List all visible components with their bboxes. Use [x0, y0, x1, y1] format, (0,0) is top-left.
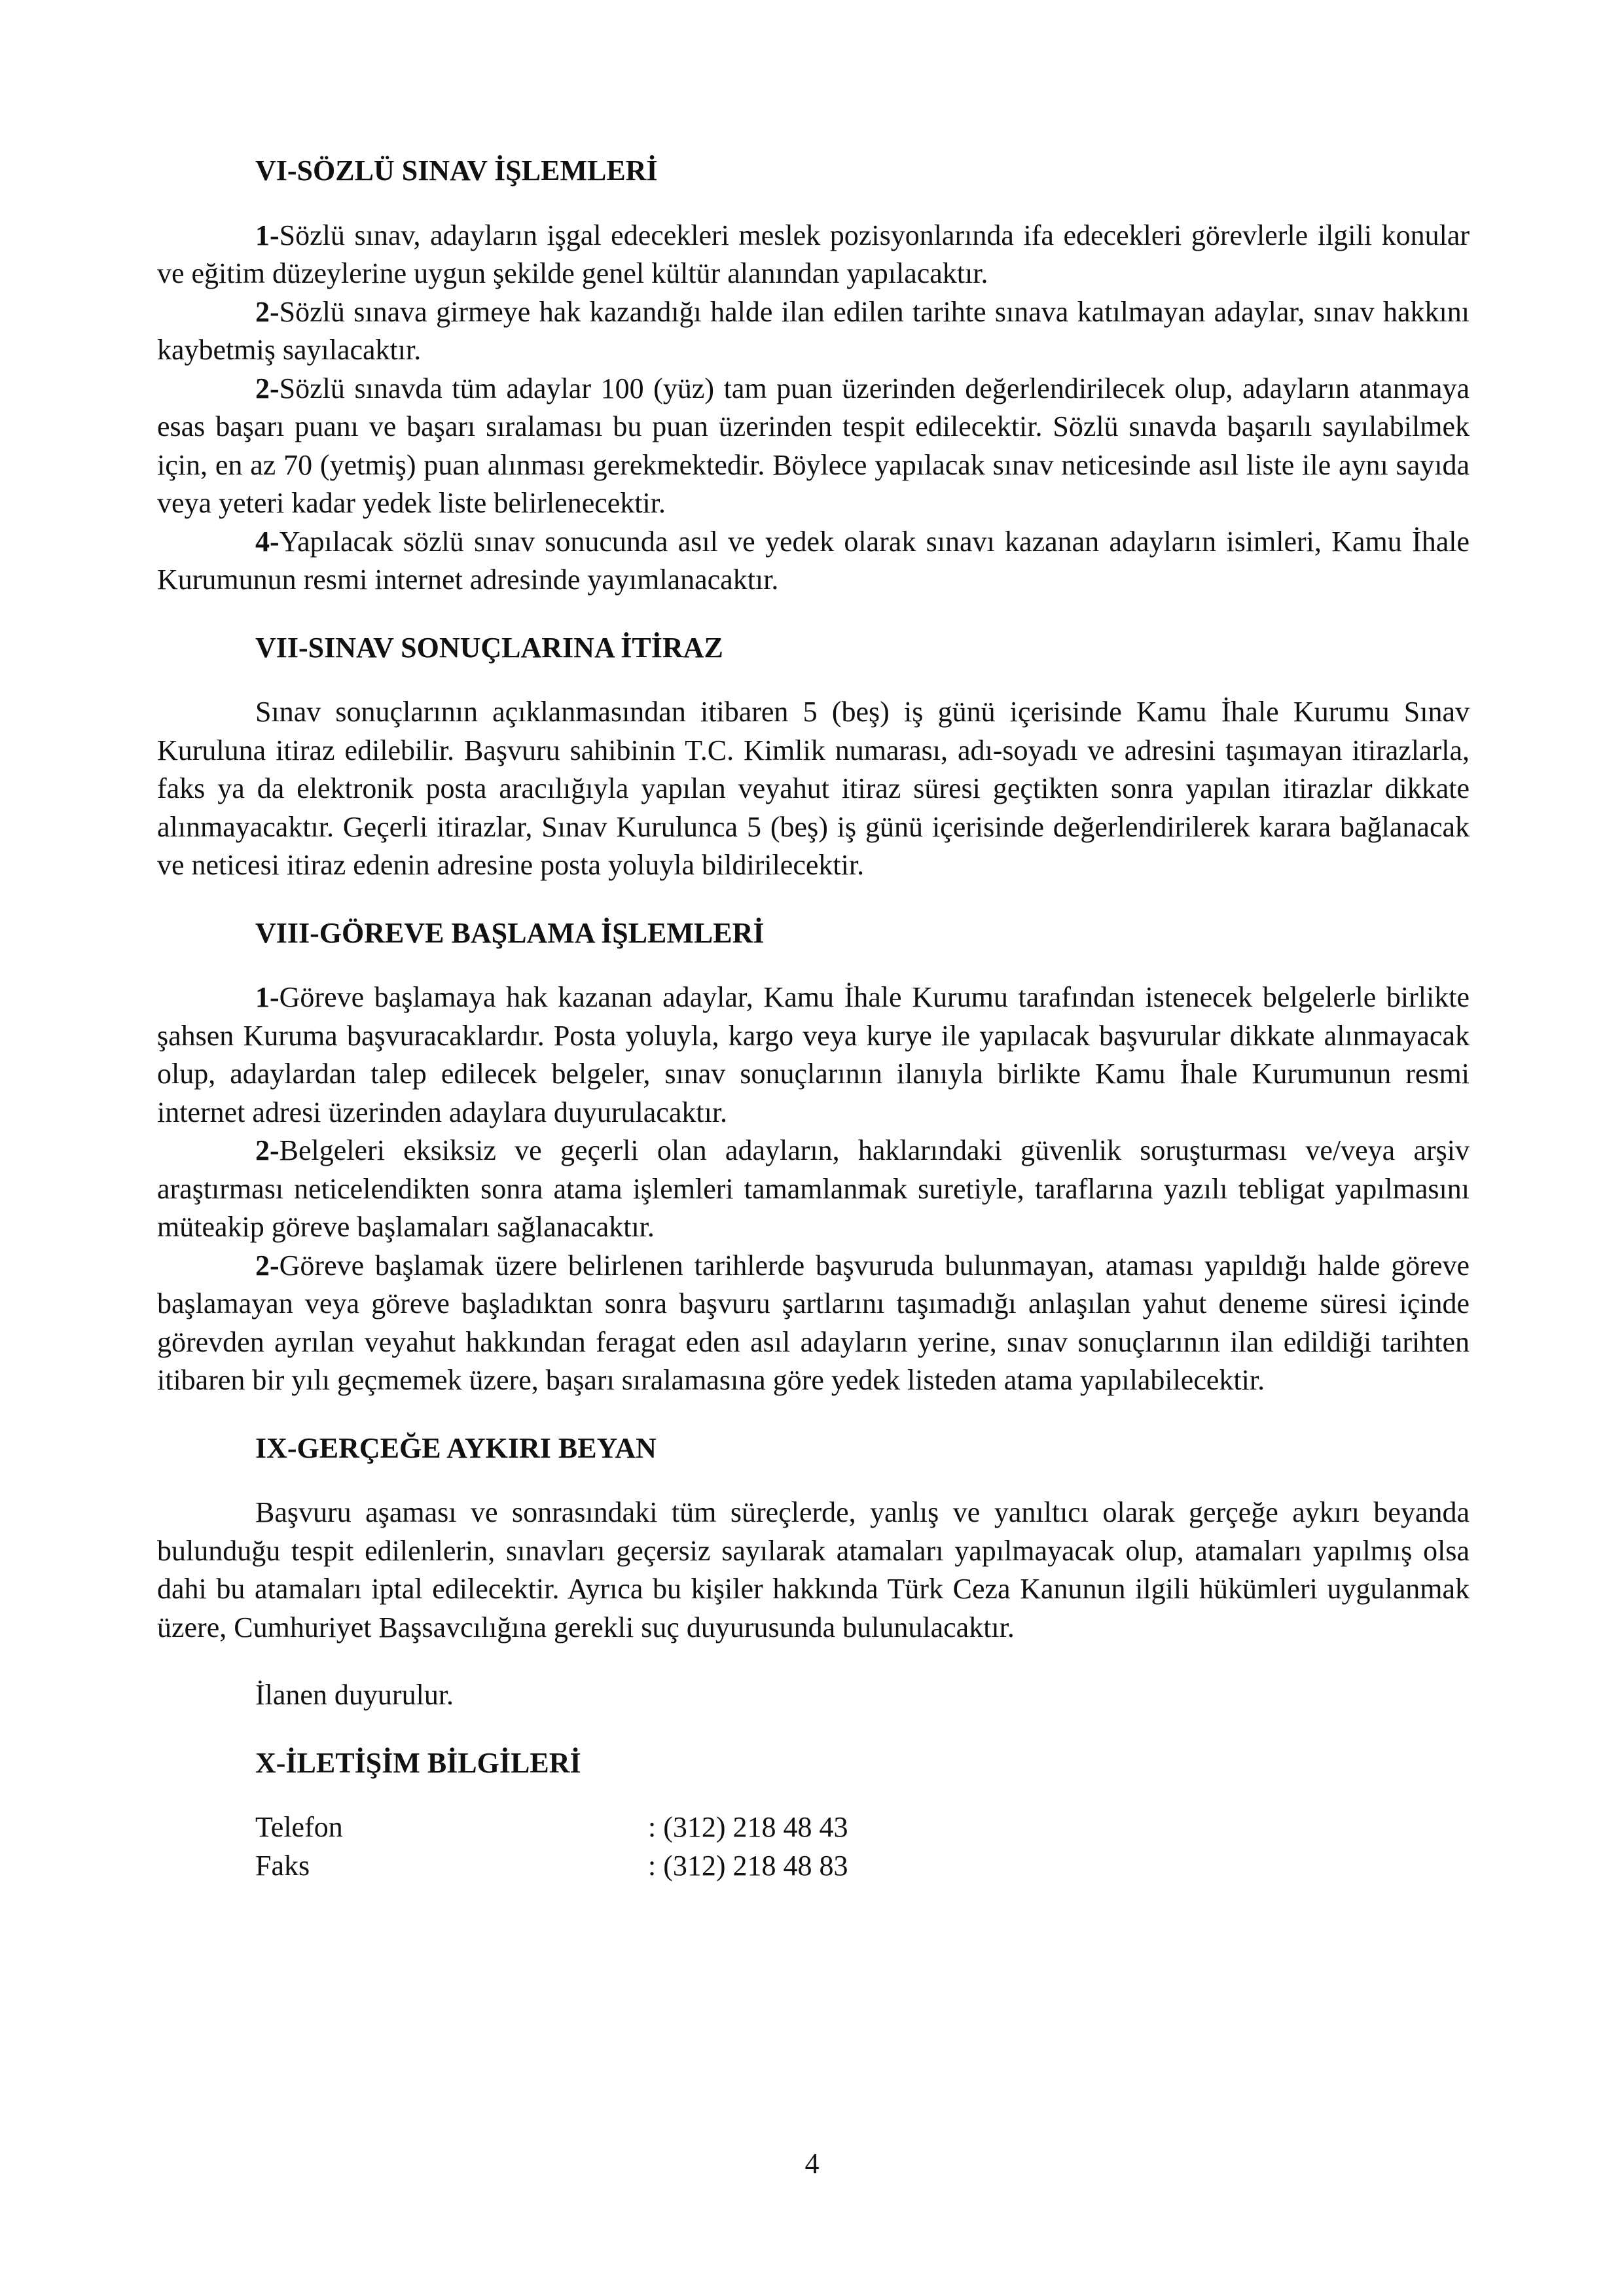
paragraph: [157, 217, 1470, 293]
section-sozlu-sinav: [157, 152, 1470, 600]
paragraph: [157, 693, 1470, 885]
section-heading: VII-SINAV SONUÇLARINA İTİRAZ: [255, 631, 723, 664]
paragraph: [157, 293, 1470, 370]
paragraph-text: Sözlü sınavda tüm adaylar 100 (yüz) tam puan üzerinden değerlendirilecek olup, adayların atanmaya esas başarı puanı ve başarı sıralaması bu puan üzerinden tespit edilecektir. Sözlü sınavda başarılı sayılabilmek için, en az 70 (yetmiş) puan alınması gerekmektedir. Böylece yapılacak sınav neticesinde asıl liste ile aynı sayıda veya yeteri kadar yedek liste belirlenecektir.: [157, 372, 1470, 519]
paragraph-text: Başvuru aşaması ve sonrasındaki tüm süreçlerde, yanlış ve yanıltıcı olarak gerçeğe aykırı beyanda bulunduğu tespit edilenlerin, sınavları geçersiz sayılarak atamaları yapılmayacak olup, atamaları yapılmış olsa dahi bu atamaları iptal edilecektir. Ayrıca bu kişiler hakkında Türk Ceza Kanunun ilgili hükümleri uygulanmak üzere, Cumhuriyet Başsavcılığına gerekli suç duyurusunda bulunulacaktır.: [157, 1496, 1470, 1643]
section-sinav-itiraz: [157, 629, 1470, 885]
section-heading: X-İLETİŞİM BİLGİLERİ: [255, 1746, 581, 1779]
contact-row-phone: [157, 1808, 1470, 1847]
item-number: 4-: [255, 525, 280, 558]
item-number: 2-: [255, 372, 280, 404]
paragraph: [157, 370, 1470, 523]
paragraph-text: Yapılacak sözlü sınav sonucunda asıl ve yedek olarak sınavı kazanan adayların isimleri, Kamu İhale Kurumunun resmi internet adresinde yayımlanacaktır.: [157, 525, 1470, 596]
section-heading: VI-SÖZLÜ SINAV İŞLEMLERİ: [255, 154, 658, 187]
paragraph: [157, 1132, 1470, 1247]
contact-row-fax: [157, 1847, 1470, 1886]
contact-value: : (312) 218 48 83: [648, 1849, 848, 1882]
section-contact-info: [157, 1744, 1470, 1886]
contact-label: Faks: [255, 1849, 310, 1882]
page-number: 4: [804, 2147, 820, 2179]
contact-label: Telefon: [255, 1811, 343, 1843]
paragraph: [157, 1494, 1470, 1647]
closing-statement: İlanen duyurulur.: [255, 1679, 454, 1711]
document-body: [157, 152, 1470, 1914]
paragraph-text: Göreve başlamak üzere belirlenen tarihlerde başvuruda bulunmayan, ataması yapıldığı halde göreve başlamayan veya göreve başladıktan sonra başvuru şartlarını taşımadığı anlaşılan yahut deneme süresi içinde görevden ayrılan veyahut hakkından feragat eden asıl adayların yerine, sınav sonuçlarının ilan edildiği tarihten itibaren bir yılı geçmemek üzere, başarı sıralamasına göre yedek listeden atama yapılabilecektir.: [157, 1249, 1470, 1396]
item-number: 1-: [255, 219, 280, 251]
section-heading: VIII-GÖREVE BAŞLAMA İŞLEMLERİ: [255, 916, 765, 949]
paragraph: [157, 1247, 1470, 1400]
paragraph: [157, 523, 1470, 600]
paragraph-text: Belgeleri eksiksiz ve geçerli olan adayların, haklarındaki güvenlik soruşturması ve/veya arşiv araştırması neticelendikten sonra atama işlemleri tamamlanmak suretiyle, taraflarına yazılı tebligat yapılmasını müteakip göreve başlamaları sağlanacaktır.: [157, 1134, 1470, 1243]
contact-value: : (312) 218 48 43: [648, 1811, 848, 1843]
section-heading: IX-GERÇEĞE AYKIRI BEYAN: [255, 1431, 657, 1464]
paragraph-text: Sözlü sınava girmeye hak kazandığı halde ilan edilen tarihte sınava katılmayan adaylar, sınav hakkını kaybetmiş sayılacaktır.: [157, 295, 1470, 366]
section-gercege-aykiri-beyan: [157, 1429, 1470, 1647]
item-number: 2-: [255, 295, 280, 328]
section-goreve-baslama: [157, 914, 1470, 1400]
item-number: 2-: [255, 1134, 280, 1166]
paragraph: [157, 978, 1470, 1132]
paragraph-text: Sınav sonuçlarının açıklanmasından itibaren 5 (beş) iş günü içerisinde Kamu İhale Kurumu Sınav Kuruluna itiraz edilebilir. Başvuru sahibinin T.C. Kimlik numarası, adı-soyadı ve adresini taşımayan itirazlarla, faks ya da elektronik posta aracılığıyla yapılan veyahut itiraz süresi geçtikten sonra yapılan itirazlar dikkate alınmayacaktır. Geçerli itirazlar, Sınav Kurulunca 5 (beş) iş günü içerisinde değerlendirilerek karara bağlanacak ve neticesi itiraz edenin adresine posta yoluyla bildirilecektir.: [157, 696, 1470, 881]
closing-section: [157, 1676, 1470, 1715]
item-number: 1-: [255, 981, 280, 1013]
item-number: 2-: [255, 1249, 280, 1282]
paragraph-text: Sözlü sınav, adayların işgal edecekleri meslek pozisyonlarında ifa edecekleri görevlerle ilgili konular ve eğitim düzeylerine uygun şekilde genel kültür alanından yapılacaktır.: [157, 219, 1470, 289]
paragraph-text: Göreve başlamaya hak kazanan adaylar, Kamu İhale Kurumu tarafından istenecek belgelerle birlikte şahsen Kuruma başvuracaklardır. Posta yoluyla, kargo veya kurye ile yapılacak başvurular dikkate alınmayacak olup, adaylardan talep edilecek belgeler, sınav sonuçlarının ilanıyla birlikte Kamu İhale Kurumunun resmi internet adresi üzerinden adaylara duyurulacaktır.: [157, 981, 1470, 1128]
